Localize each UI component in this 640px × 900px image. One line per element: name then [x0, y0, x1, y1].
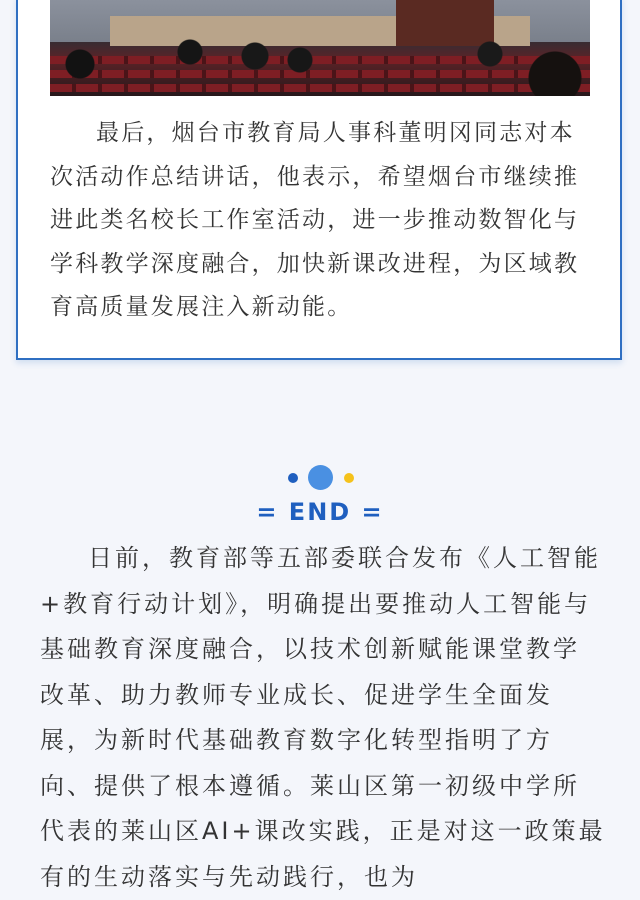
- end-label: = END =: [256, 498, 384, 526]
- event-photo: [50, 0, 590, 96]
- photo-audience: [50, 34, 590, 96]
- article-paragraph: 日前，教育部等五部委联合发布《人工智能+教育行动计划》，明确提出要推动人工智能与基础教育深度融合，以技术创新赋能课堂教学改革、助力教师专业成长、促进学生全面发展，为新时代基础教育数字化转型指明了方向、提供了根本遵循。莱山区第一初级中学所代表的莱山区AI+课改实践，正是对这一政策最有的生动落实与先动践行，也为: [40, 544, 606, 891]
- yellow-dot-icon: [344, 473, 354, 483]
- end-divider: [0, 462, 640, 526]
- card-paragraph: 最后，烟台市教育局人事科董明冈同志对本次活动作总结讲话，他表示，希望烟台市继续推进此类名校长工作室活动，进一步推动数智化与学科教学深度融合，加快新课改进程，为区域教育高质量发展注入新动能。: [50, 120, 580, 320]
- blue-dot-icon: [288, 473, 298, 483]
- light-blue-dot-icon: [308, 465, 333, 490]
